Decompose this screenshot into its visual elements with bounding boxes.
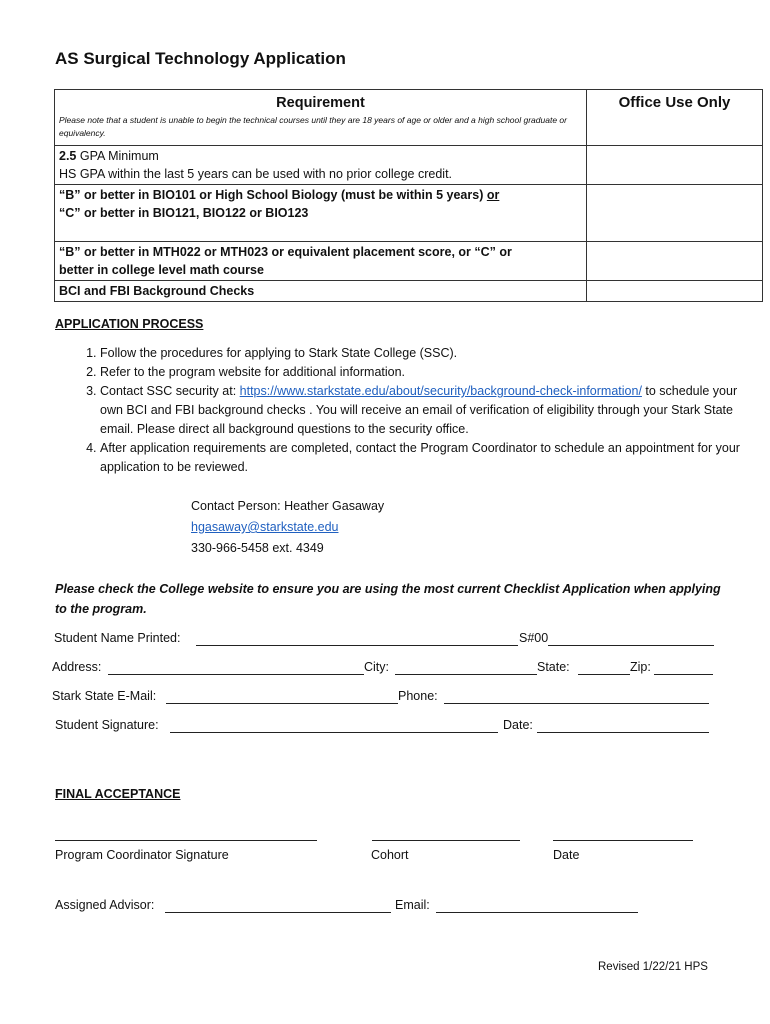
math-line-1: “B” or better in MTH022 or MTH023 or equivalent placement score, or “C” or — [59, 245, 512, 259]
phone-label: Phone: — [398, 689, 438, 703]
office-use-cell — [587, 185, 763, 242]
bio-requirement — [55, 185, 587, 242]
revision-note: Revised 1/22/21 HPS — [598, 961, 708, 973]
signature-field[interactable] — [170, 732, 498, 733]
page-title: AS Surgical Technology Application — [55, 49, 346, 68]
contact-person: Contact Person: Heather Gasaway — [191, 499, 385, 513]
signature-label: Student Signature: — [55, 718, 159, 732]
requirement-header — [55, 90, 587, 146]
process-steps — [54, 344, 760, 477]
state-field[interactable] — [578, 674, 630, 675]
advisor-email-field[interactable] — [436, 912, 638, 913]
gpa-value: 2.5 — [59, 149, 77, 163]
bio-line-1: “B” or better in BIO101 or High School Biology (must be within 5 years) — [59, 188, 487, 202]
cohort-label: Cohort — [371, 848, 409, 862]
final-date-field[interactable] — [553, 840, 693, 841]
email-label: Stark State E-Mail: — [52, 689, 157, 703]
advisor-email-label: Email: — [395, 898, 430, 912]
office-use-cell — [587, 242, 763, 281]
table-row — [55, 146, 763, 185]
website-notice: Please check the College website to ensure you are using the most current Checklist Application when applying to the program. — [55, 582, 721, 616]
table-row — [55, 242, 763, 281]
contact-phone: 330-966-5458 ext. 4349 — [191, 541, 324, 555]
zip-label: Zip: — [630, 660, 651, 674]
date-label: Date: — [503, 718, 533, 732]
city-field[interactable] — [395, 674, 537, 675]
gpa-label: GPA Minimum — [76, 149, 159, 163]
age-note: Please note that a student is unable to begin the technical courses until they are 18 years of age or older and a high school graduate or equivalency. — [59, 115, 567, 138]
bio-or: or — [486, 188, 500, 202]
city-label: City: — [364, 660, 389, 674]
step3-prefix: Contact SSC security at: — [100, 384, 240, 398]
s-number-field[interactable] — [548, 645, 714, 646]
requirement-header-label: Requirement — [276, 95, 365, 111]
date-field[interactable] — [537, 732, 709, 733]
phone-field[interactable] — [444, 703, 709, 704]
office-use-cell — [587, 146, 763, 185]
gpa-requirement — [55, 146, 587, 185]
requirements-table — [54, 89, 763, 302]
office-use-header: Office Use Only — [587, 90, 763, 146]
table-row — [55, 185, 763, 242]
cohort-field[interactable] — [372, 840, 520, 841]
s-number-label: S#00 — [519, 631, 549, 645]
coordinator-signature-label: Program Coordinator Signature — [55, 848, 229, 862]
math-requirement — [55, 242, 587, 281]
zip-field[interactable] — [654, 674, 713, 675]
math-line-2: better in college level math course — [59, 263, 264, 277]
address-field[interactable] — [108, 674, 364, 675]
student-name-label: Student Name Printed: — [54, 631, 181, 645]
student-name-field[interactable] — [196, 645, 518, 646]
bio-line-2: “C” or better in BIO121, BIO122 or BIO123 — [59, 206, 309, 220]
application-process-heading: APPLICATION PROCESS — [55, 317, 204, 331]
list-item: 2. Refer to the program website for additional information. — [100, 363, 760, 382]
coordinator-signature-field[interactable] — [55, 840, 317, 841]
final-acceptance-heading: FINAL ACCEPTANCE — [55, 787, 181, 801]
background-check-link[interactable]: https://www.starkstate.edu/about/security/background-check-information/ — [239, 384, 642, 398]
list-item — [100, 382, 760, 439]
gpa-hs-note: HS GPA within the last 5 years can be used with no prior college credit. — [59, 167, 453, 181]
assigned-advisor-label: Assigned Advisor: — [55, 898, 155, 912]
bci-requirement: BCI and FBI Background Checks — [55, 281, 587, 302]
final-date-label: Date — [553, 848, 580, 862]
list-item: 1. Follow the procedures for applying to Stark State College (SSC). — [100, 344, 760, 363]
assigned-advisor-field[interactable] — [165, 912, 391, 913]
address-label: Address: — [52, 660, 102, 674]
office-use-cell — [587, 281, 763, 302]
step3-suffix: to schedule your own BCI and FBI background checks . You will receive an email of verification of eligibility through your Stark State email. Please direct all background questions to the security office. — [100, 384, 738, 436]
email-field[interactable] — [166, 703, 398, 704]
state-label: State: — [537, 660, 570, 674]
table-header-row — [55, 90, 763, 146]
list-item: 4. After application requirements are completed, contact the Program Coordinator to schedule an appointment for your application to be reviewed. — [100, 439, 760, 477]
table-row — [55, 281, 763, 302]
contact-email-link[interactable]: hgasaway@starkstate.edu — [191, 520, 339, 534]
